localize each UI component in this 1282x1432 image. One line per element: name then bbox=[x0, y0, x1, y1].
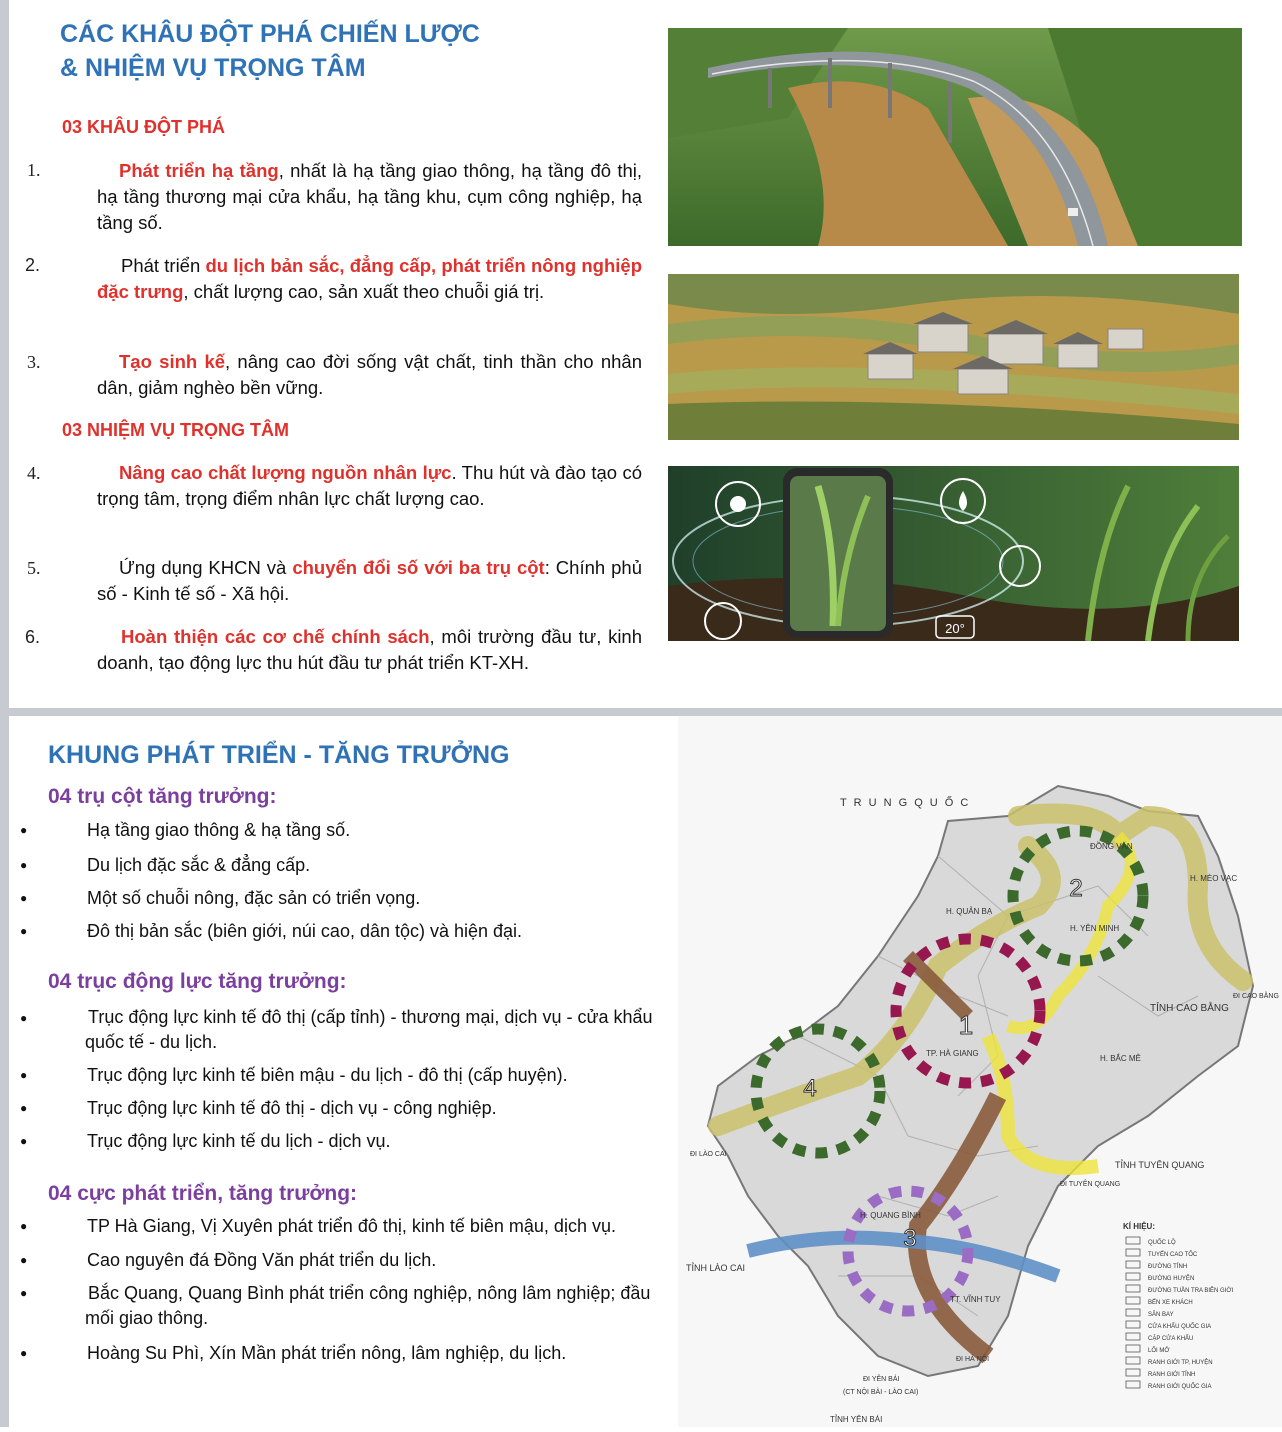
body-text: , nhất là hạ tầng giao thông, hạ tầng đô thị, hạ tầng thương mại cửa khẩu, hạ tầng khu, cụm công nghiệp, hạ tầng số. bbox=[97, 160, 642, 233]
bullet-dot: ● bbox=[20, 1219, 28, 1233]
bullet-text: Một số chuỗi nông, đặc sản có triển vọng. bbox=[87, 888, 421, 908]
map-place-label: ĐI YÊN BÁI bbox=[863, 1376, 900, 1383]
map-place-label: (CT NỘI BÀI - LÀO CAI) bbox=[843, 1389, 919, 1396]
item-number: 2. bbox=[25, 255, 41, 275]
bullet-dot: ● bbox=[20, 1134, 28, 1148]
bullet-text: Trục động lực kinh tế đô thị - dịch vụ - công nghiệp. bbox=[87, 1098, 497, 1118]
zone-number: 3 bbox=[903, 1225, 917, 1252]
map-place-label: ĐI LÀO CAI bbox=[690, 1151, 727, 1158]
legend-label: ĐƯỜNG TUẦN TRA BIÊN GIỚI bbox=[1148, 1288, 1234, 1294]
map-place-label: ĐI TUYÊN QUANG bbox=[1060, 1181, 1121, 1188]
map-place-label: H. QUANG BÌNH bbox=[860, 1211, 921, 1220]
photo-temperature-readout: 20° bbox=[945, 621, 965, 636]
photo-label: Bản làng và ruộng bậc thang bbox=[953, 426, 1081, 437]
section-divider bbox=[0, 708, 1282, 716]
map-place-label: ĐI CAO BẰNG bbox=[1233, 993, 1279, 1000]
map-place-label: TỈNH CAO BẰNG bbox=[1150, 1003, 1229, 1014]
legend-label: LỐI MỞ bbox=[1148, 1348, 1170, 1354]
map-place-label: H. BẮC MÊ bbox=[1100, 1054, 1141, 1063]
body-text: , chất lượng cao, sản xuất theo chuỗi giá trị. bbox=[183, 281, 545, 302]
highlight-text: Phát triển hạ tầng bbox=[119, 160, 279, 181]
highlight-text: Hoàn thiện các cơ chế chính sách bbox=[121, 626, 430, 647]
bullet-dot: ● bbox=[20, 1346, 28, 1360]
body-text: , nâng cao đời sống vật chất, tinh thần cho nhân dân, giảm nghèo bền vững. bbox=[97, 351, 643, 398]
item-text bbox=[97, 349, 642, 401]
highlight-text: Nâng cao chất lượng nguồn nhân lực bbox=[119, 462, 452, 483]
legend-label: ĐƯỜNG HUYỆN bbox=[1148, 1276, 1195, 1282]
photo-mountain-highway bbox=[668, 28, 1242, 246]
highlight-text: Tạo sinh kế bbox=[119, 351, 226, 372]
bullet-dot: ● bbox=[20, 858, 28, 872]
bullet-text: Đô thị bản sắc (biên giới, núi cao, dân tộc) và hiện đại. bbox=[87, 921, 523, 941]
map-place-label: TỈNH LÀO CAI bbox=[686, 1263, 746, 1273]
map-country-label: T R U N G Q U Ố C bbox=[840, 797, 971, 809]
map-place-label: TỈNH YÊN BÁI bbox=[830, 1415, 883, 1424]
map-place-label: H. YÊN MINH bbox=[1070, 924, 1120, 933]
item-number: 1. bbox=[27, 160, 41, 180]
legend-label: CỬA KHẨU QUỐC GIA bbox=[1148, 1324, 1212, 1330]
photo-label: Chuyển đổi số nông nghiệp bbox=[953, 468, 1075, 479]
bullet-dot: ● bbox=[20, 924, 28, 938]
group2-title: 04 trục động lực tăng trưởng: bbox=[48, 970, 347, 993]
legend-label: SÂN BAY bbox=[1148, 1312, 1174, 1318]
top-title-line2: & NHIỆM VỤ TRỌNG TÂM bbox=[60, 54, 366, 82]
bullet-text: Hoàng Su Phì, Xín Mần phát triển nông, lâm nghiệp, du lịch. bbox=[87, 1343, 567, 1363]
bullet-dot: ● bbox=[20, 1011, 28, 1025]
legend-label: TUYẾN CAO TỐC bbox=[1148, 1252, 1198, 1258]
group1-title: 04 trụ cột tăng trưởng: bbox=[48, 785, 277, 808]
item-number: 6. bbox=[25, 627, 41, 647]
map-place-label: TP. HÀ GIANG bbox=[926, 1049, 979, 1058]
item-text bbox=[97, 158, 642, 236]
bullet-dot: ● bbox=[20, 1101, 28, 1115]
body-text: Ứng dụng KHCN và bbox=[119, 557, 293, 578]
bullet-dot: ● bbox=[20, 891, 28, 905]
body-text: , môi trường đầu tư, kinh doanh, tạo động lực thu hút đầu tư phát triển KT-XH. bbox=[97, 626, 643, 673]
bullet-dot: ● bbox=[20, 1068, 28, 1082]
item-number: 4. bbox=[27, 463, 41, 483]
item-text bbox=[97, 555, 642, 607]
legend-label: ĐƯỜNG TỈNH bbox=[1148, 1264, 1188, 1270]
breakthroughs-heading: 03 KHÂU ĐỘT PHÁ bbox=[62, 117, 226, 137]
bullet-text: Du lịch đặc sắc & đẳng cấp. bbox=[87, 855, 311, 875]
legend-label: RANH GIỚI TP, HUYỆN bbox=[1148, 1360, 1213, 1366]
item-number: 5. bbox=[27, 558, 41, 578]
map-place-label: H. QUẢN BẠ bbox=[946, 907, 993, 916]
item-text bbox=[97, 460, 642, 512]
bullet-text: Hạ tầng giao thông & hạ tầng số. bbox=[87, 820, 351, 840]
bullet-text: Cao nguyên đá Đồng Văn phát triển du lịch. bbox=[87, 1250, 437, 1270]
bullet-dot: ● bbox=[20, 823, 28, 837]
legend-label: BẾN XE KHÁCH bbox=[1148, 1300, 1193, 1306]
bullet-dot: ● bbox=[20, 1286, 28, 1300]
map-place-label: ĐI HÀ NỘI bbox=[956, 1356, 990, 1363]
map-place-label: ĐỒNG VĂN bbox=[1090, 842, 1133, 851]
item-text bbox=[97, 624, 642, 676]
bullet-text: Bắc Quang, Quang Bình phát triển công nghiệp, nông lâm nghiệp; đầu mối giao thông. bbox=[85, 1283, 651, 1328]
item-number: 3. bbox=[27, 352, 41, 372]
photo-label: Cầu cao tốc qua vùng núi bbox=[955, 230, 1069, 241]
tasks-heading: 03 NHIỆM VỤ TRỌNG TÂM bbox=[62, 420, 290, 440]
body-text: Phát triển bbox=[121, 255, 206, 276]
photo-digital-agriculture bbox=[668, 466, 1239, 641]
bullet-text: TP Hà Giang, Vị Xuyên phát triển đô thị, kinh tế biên mậu, dịch vụ. bbox=[87, 1216, 616, 1236]
legend-label: RANH GIỚI QUỐC GIA bbox=[1148, 1384, 1212, 1390]
item-text bbox=[97, 253, 642, 305]
body-text: : Chính phủ số - Kinh tế số - Xã hội. bbox=[97, 557, 642, 604]
legend-title: KÍ HIỆU: bbox=[1123, 1222, 1155, 1231]
bullet-text: Trục động lực kinh tế du lịch - dịch vụ. bbox=[87, 1131, 391, 1151]
map-place-label: H. MÈO VẠC bbox=[1190, 874, 1238, 883]
highlight-text: chuyển đổi số với ba trụ cột bbox=[292, 557, 545, 578]
body-text: . Thu hút và đào tạo có trọng tâm, trọng điểm nhân lực chất lượng cao. bbox=[97, 462, 642, 509]
legend-label: QUỐC LỘ bbox=[1148, 1240, 1176, 1246]
map-place-label: TT. VĨNH TUY bbox=[950, 1295, 1001, 1304]
highlight-text: du lịch bản sắc, đẳng cấp, phát triển nông nghiệp đặc trưng bbox=[97, 255, 642, 302]
legend-label: CẶP CỬA KHẨU bbox=[1148, 1336, 1194, 1342]
bottom-title: KHUNG PHÁT TRIỂN - TĂNG TRƯỞNG bbox=[48, 741, 510, 769]
top-title-line1: CÁC KHÂU ĐỘT PHÁ CHIẾN LƯỢC bbox=[60, 20, 480, 48]
bullet-text: Trục động lực kinh tế đô thị (cấp tỉnh) - thương mại, dịch vụ - cửa khẩu quốc tế - du lịch. bbox=[85, 1007, 653, 1052]
bullet-text: Trục động lực kinh tế biên mậu - du lịch - đô thị (cấp huyện). bbox=[87, 1065, 568, 1085]
zone-number: 2 bbox=[1069, 875, 1083, 902]
legend-label: RANH GIỚI TỈNH bbox=[1148, 1372, 1196, 1378]
photo-village-terraces bbox=[668, 274, 1239, 440]
zone-number: 1 bbox=[958, 1010, 974, 1040]
development-map bbox=[678, 716, 1282, 1427]
map-place-label: TỈNH TUYÊN QUANG bbox=[1115, 1160, 1205, 1170]
bullet-dot: ● bbox=[20, 1253, 28, 1267]
zone-number: 4 bbox=[803, 1075, 817, 1102]
group3-title: 04 cực phát triển, tăng trưởng: bbox=[48, 1182, 358, 1205]
